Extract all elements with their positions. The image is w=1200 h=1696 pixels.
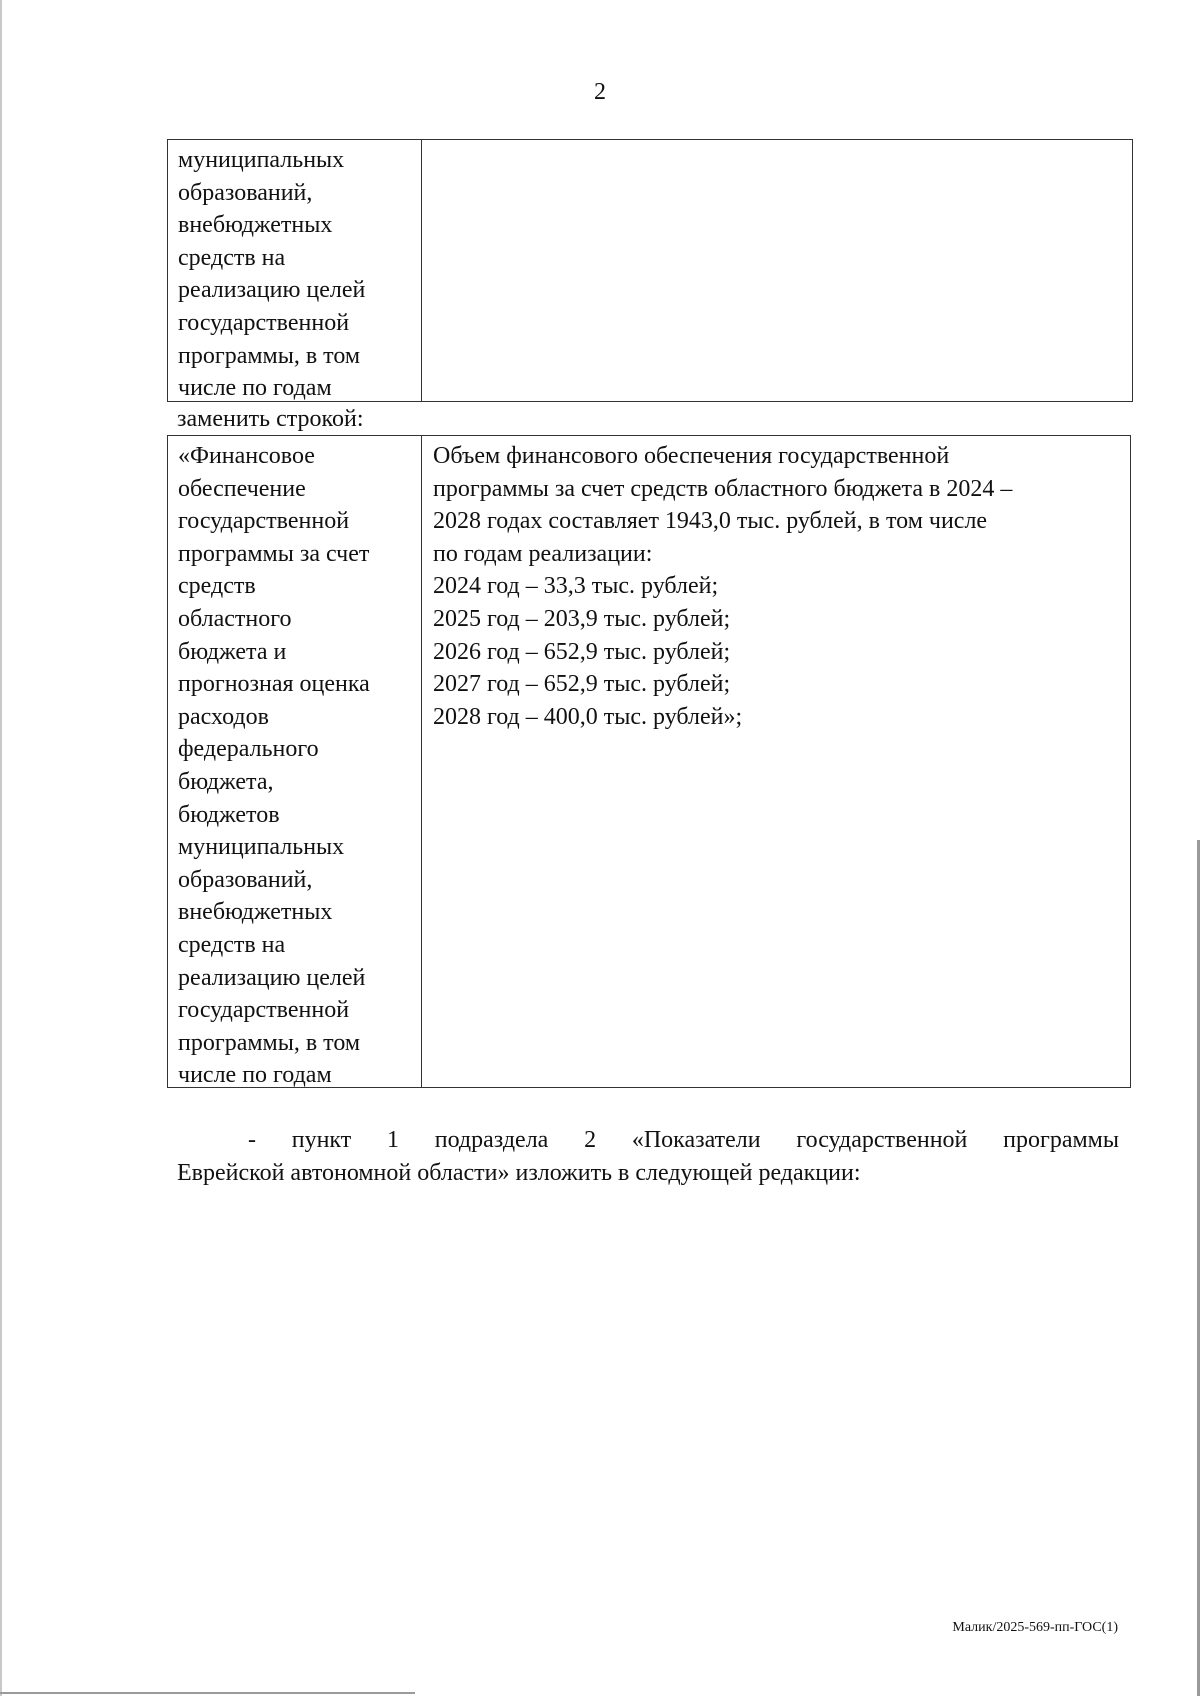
table-new-row-value-cell bbox=[422, 436, 1130, 1087]
table-cell-line: бюджета, bbox=[178, 768, 274, 795]
scan-bottom-line bbox=[0, 1692, 415, 1694]
table-cell-line: образований, bbox=[178, 179, 313, 206]
table-cell-line: бюджетов bbox=[178, 801, 280, 828]
table-cell-line: Объем финансового обеспечения государственной bbox=[433, 443, 950, 469]
table-cell-line: государственной bbox=[178, 309, 350, 336]
replace-note: заменить строкой: bbox=[177, 406, 364, 432]
table-cell-line: числе по годам bbox=[178, 1062, 332, 1089]
table-previous-row-label-cell bbox=[168, 140, 422, 401]
table-cell-line: обеспечение bbox=[178, 475, 306, 502]
table-cell-line: 2025 год – 203,9 тыс. рублей; bbox=[433, 605, 731, 632]
table-cell-line: программы за счет средств областного бюджета в 2024 – bbox=[433, 475, 1013, 502]
table-cell-line: федерального bbox=[178, 736, 319, 763]
table-cell-line: реализацию целей bbox=[178, 277, 366, 304]
scan-left-edge bbox=[0, 0, 2, 1696]
table-cell-line: внебюджетных bbox=[178, 212, 333, 239]
table-cell-line: средств на bbox=[178, 244, 286, 271]
table-cell-line: расходов bbox=[178, 703, 269, 730]
table-cell-line: средств на bbox=[178, 931, 286, 958]
table-cell-line: государственной bbox=[178, 508, 350, 535]
table-cell-line: 2026 год – 652,9 тыс. рублей; bbox=[433, 638, 731, 665]
table-cell-line: реализацию целей bbox=[178, 964, 366, 991]
table-cell-line: образований, bbox=[178, 866, 313, 893]
table-cell-line: программы за счет bbox=[178, 540, 370, 567]
table-cell-line: муниципальных bbox=[178, 834, 345, 861]
table-cell-line: областного bbox=[178, 605, 292, 632]
table-new-row-label-cell bbox=[168, 436, 422, 1087]
page-number: 2 bbox=[594, 79, 606, 105]
amendment-paragraph-line: - пункт 1 подраздела 2 «Показатели государственной программы bbox=[248, 1127, 1119, 1153]
table-cell-line: средств bbox=[178, 573, 256, 600]
table-previous-row bbox=[167, 139, 1133, 402]
table-cell-line: 2027 год – 652,9 тыс. рублей; bbox=[433, 671, 731, 698]
table-new-row bbox=[167, 435, 1131, 1088]
table-previous-row-value-cell bbox=[422, 140, 1132, 401]
table-cell-line: числе по годам bbox=[178, 375, 332, 402]
table-cell-line: прогнозная оценка bbox=[178, 671, 370, 698]
table-cell-line: муниципальных bbox=[178, 147, 345, 173]
table-cell-line: бюджета и bbox=[178, 638, 287, 665]
table-cell-line: 2024 год – 33,3 тыс. рублей; bbox=[433, 573, 719, 600]
amendment-paragraph bbox=[177, 1124, 1119, 1190]
table-cell-line: программы, в том bbox=[178, 342, 361, 369]
table-cell-line: внебюджетных bbox=[178, 899, 333, 926]
document-code: Малик/2025-569-пп-ГОС(1) bbox=[952, 1620, 1118, 1635]
table-cell-line: по годам реализации: bbox=[433, 540, 653, 567]
table-cell-line: «Финансовое bbox=[178, 443, 315, 469]
table-cell-line: программы, в том bbox=[178, 1029, 361, 1056]
amendment-paragraph-line: Еврейской автономной области» изложить в следующей редакции: bbox=[177, 1160, 861, 1186]
table-cell-line: государственной bbox=[178, 997, 350, 1024]
table-cell-line: 2028 годах составляет 1943,0 тыс. рублей, в том числе bbox=[433, 508, 988, 535]
table-cell-line: 2028 год – 400,0 тыс. рублей»; bbox=[433, 703, 743, 730]
